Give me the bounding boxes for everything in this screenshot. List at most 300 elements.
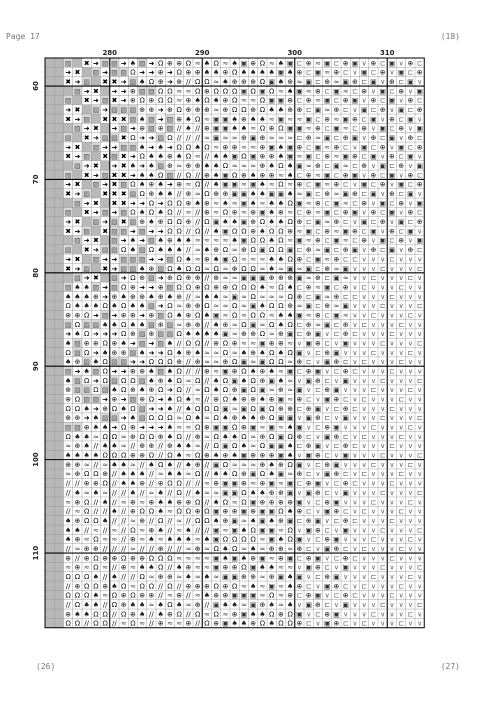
stitch-symbol: //: [186, 134, 191, 143]
stitch-symbol: ▣: [314, 180, 322, 189]
stitch-symbol: ∨: [361, 526, 367, 535]
stitch-symbol: ⊏: [305, 218, 312, 227]
stitch-symbol: Ω: [102, 302, 108, 311]
stitch-symbol: ▣: [240, 451, 248, 460]
stitch-symbol: ⊕: [296, 619, 303, 628]
stitch-symbol: ∨: [361, 171, 367, 180]
stitch-symbol: //: [93, 442, 99, 451]
stitch-symbol: ♠: [286, 87, 294, 96]
stitch-symbol: ⊏: [342, 143, 349, 152]
stitch-symbol: ▣: [222, 180, 229, 189]
stitch-symbol: ♠: [185, 442, 192, 451]
stitch-symbol: ⊕: [305, 320, 312, 329]
stitch-symbol: ⊏: [296, 554, 303, 563]
stitch-symbol: ▣: [222, 404, 229, 413]
stitch-symbol: ♠: [175, 601, 183, 610]
stitch-symbol: ➜: [83, 124, 90, 133]
stitch-symbol: ≈: [176, 619, 183, 628]
stitch-symbol: ♠: [185, 535, 192, 544]
stitch-cell: [54, 506, 63, 515]
stitch-symbol: Ω: [65, 619, 71, 628]
stitch-symbol: Ω: [250, 283, 256, 292]
stitch-symbol: ⊕: [203, 582, 210, 591]
stitch-symbol: Ω: [148, 414, 155, 423]
stitch-symbol: Ω: [259, 105, 266, 114]
stitch-symbol: ⊕: [250, 77, 257, 86]
stitch-symbol: ➜: [148, 404, 155, 413]
stitch-cell: [45, 338, 54, 347]
stitch-symbol: Ω: [204, 507, 210, 516]
stitch-symbol: ≈: [222, 264, 229, 273]
stitch-symbol: Ω: [139, 96, 145, 105]
stitch-symbol: ♠: [277, 376, 285, 385]
stitch-symbol: ∨: [389, 619, 395, 628]
stitch-symbol: ≈: [231, 498, 238, 507]
stitch-symbol: ∨: [370, 376, 376, 385]
stitch-symbol: ∨: [361, 442, 367, 451]
stitch-symbol: ∨: [306, 535, 312, 544]
stitch-symbol: ∨: [315, 619, 321, 628]
stitch-symbol: ▣: [342, 77, 349, 86]
stitch-cell: [45, 609, 54, 618]
stitch-symbol: Ω: [139, 572, 145, 581]
stitch-symbol: ⊏: [296, 442, 303, 451]
stitch-symbol: ⊕: [314, 376, 321, 385]
stitch-symbol: ♠: [249, 544, 257, 553]
stitch-symbol: Ω: [139, 507, 145, 516]
stitch-symbol: ⊏: [305, 395, 312, 404]
stitch-symbol: ⊏: [314, 535, 321, 544]
stitch-symbol: ♠: [277, 535, 285, 544]
stitch-symbol: ∨: [407, 432, 413, 441]
stitch-symbol: ∨: [389, 414, 395, 423]
stitch-symbol: //: [112, 479, 117, 488]
stitch-symbol: ∨: [361, 460, 367, 469]
stitch-symbol: ≈: [342, 199, 349, 208]
stitch-symbol: ♠: [129, 236, 137, 245]
stitch-symbol: ⊕: [277, 208, 284, 217]
stitch-symbol: ⊕: [305, 171, 312, 180]
stitch-symbol: ▣: [259, 358, 266, 367]
stitch-symbol: ≈: [222, 302, 229, 311]
stitch-symbol: ∨: [389, 498, 395, 507]
stitch-cell: [45, 123, 54, 132]
stitch-symbol: ≈: [176, 572, 183, 581]
stitch-symbol: ⊕: [287, 591, 294, 600]
stitch-symbol: ∨: [324, 591, 330, 600]
stitch-cell: [45, 58, 54, 67]
stitch-symbol: //: [84, 526, 89, 535]
stitch-symbol: ▣: [231, 479, 238, 488]
stitch-symbol: ⊏: [305, 180, 312, 189]
stitch-symbol: ▣: [323, 358, 331, 367]
stitch-symbol: ⊕: [250, 208, 257, 217]
stitch-symbol: ⊏: [351, 479, 358, 488]
stitch-symbol: ♠: [166, 246, 174, 255]
stitch-symbol: Ω: [241, 367, 247, 376]
stitch-symbol: ➜: [120, 367, 127, 376]
stitch-symbol: ✖: [74, 105, 81, 114]
stitch-symbol: ∨: [361, 274, 367, 283]
stitch-symbol: ≈: [277, 601, 284, 610]
stitch-symbol: ♠: [129, 414, 137, 423]
stitch-symbol: ∨: [398, 451, 404, 460]
stitch-symbol: ≈: [324, 105, 331, 114]
stitch-cell: [45, 618, 54, 627]
stitch-symbol: ▣: [259, 516, 266, 525]
stitch-symbol: Ω: [167, 311, 173, 320]
stitch-symbol: ♠: [259, 68, 266, 77]
stitch-symbol: ∨: [352, 601, 358, 610]
stitch-symbol: ≈: [324, 180, 331, 189]
stitch-symbol: Ω: [176, 367, 182, 376]
stitch-symbol: ⊏: [351, 367, 358, 376]
stitch-symbol: ⊏: [305, 544, 312, 553]
stitch-symbol: ♠: [83, 610, 90, 619]
stitch-symbol: ⊕: [388, 77, 395, 86]
stitch-cell: [45, 273, 54, 282]
stitch-symbol: ▣: [296, 274, 303, 283]
stitch-symbol: Ω: [176, 610, 182, 619]
stitch-symbol: ⊕: [351, 227, 358, 236]
stitch-symbol: ⊕: [176, 292, 183, 301]
stitch-symbol: ➜: [139, 283, 146, 292]
stitch-symbol: ∨: [370, 526, 376, 535]
stitch-symbol: ∨: [352, 451, 358, 460]
stitch-symbol: ⊕: [268, 339, 275, 348]
stitch-symbol: ⊏: [324, 488, 331, 497]
stitch-symbol: ▨: [111, 246, 118, 255]
stitch-cell: [73, 207, 82, 216]
stitch-symbol: ▣: [342, 414, 349, 423]
stitch-symbol: Ω: [241, 563, 247, 572]
stitch-symbol: ∨: [398, 208, 404, 217]
stitch-symbol: ➜: [166, 386, 173, 395]
stitch-symbol: ⊕: [157, 68, 164, 77]
stitch-symbol: Ω: [194, 87, 201, 96]
stitch-symbol: ♠: [64, 516, 72, 525]
stitch-symbol: ▨: [111, 105, 118, 114]
stitch-symbol: ⊏: [342, 218, 349, 227]
stitch-symbol: ▣: [231, 190, 238, 199]
stitch-symbol: ∨: [417, 423, 423, 432]
stitch-symbol: ≈: [314, 59, 321, 68]
stitch-symbol: ∨: [417, 348, 423, 357]
stitch-symbol: ▨: [83, 152, 90, 161]
stitch-symbol: ∨: [380, 152, 386, 161]
stitch-symbol: ⊕: [287, 302, 294, 311]
stitch-symbol: ≈: [342, 311, 349, 320]
stitch-symbol: ⊕: [213, 339, 220, 348]
stitch-symbol: ⊏: [416, 451, 423, 460]
stitch-symbol: ∨: [380, 619, 386, 628]
stitch-symbol: ≈: [342, 274, 349, 283]
stitch-symbol: ⊏: [314, 302, 321, 311]
stitch-symbol: ≈: [185, 554, 192, 563]
stitch-symbol: ⊕: [333, 544, 340, 553]
stitch-symbol: ⊕: [129, 451, 136, 460]
stitch-cell: [54, 282, 63, 291]
stitch-symbol: ⊏: [305, 255, 312, 264]
stitch-cell: [91, 263, 100, 272]
stitch-symbol: Ω: [250, 246, 256, 255]
stitch-symbol: Ω: [65, 591, 71, 600]
stitch-symbol: //: [102, 572, 108, 581]
stitch-symbol: ⊏: [296, 208, 303, 217]
stitch-symbol: ▨: [83, 320, 90, 329]
stitch-symbol: ⊕: [102, 554, 109, 563]
stitch-symbol: //: [204, 442, 210, 451]
stitch-symbol: ⊕: [259, 143, 266, 152]
stitch-symbol: ▣: [268, 526, 275, 535]
stitch-symbol: ≈: [222, 59, 229, 68]
stitch-symbol: ⊏: [333, 516, 340, 525]
stitch-symbol: ≈: [129, 582, 136, 591]
stitch-symbol: ⊕: [65, 311, 72, 320]
stitch-symbol: ⊕: [250, 507, 257, 516]
stitch-symbol: Ω: [157, 96, 164, 105]
stitch-symbol: Ω: [194, 180, 201, 189]
stitch-symbol: ⊕: [148, 311, 155, 320]
stitch-symbol: ♠: [268, 105, 275, 114]
page-ref-bottom-right: (27): [440, 662, 460, 671]
stitch-symbol: //: [112, 563, 117, 572]
stitch-symbol: ➜: [148, 134, 155, 143]
stitch-symbol: ▣: [212, 507, 220, 516]
stitch-symbol: ▣: [342, 339, 349, 348]
stitch-symbol: ≈: [83, 460, 90, 469]
stitch-symbol: ∨: [380, 591, 386, 600]
stitch-symbol: ♠: [138, 143, 146, 152]
stitch-symbol: ➜: [102, 283, 109, 292]
stitch-symbol: ▨: [101, 96, 109, 105]
stitch-symbol: Ω: [268, 404, 275, 413]
stitch-symbol: ⊕: [324, 498, 331, 507]
stitch-symbol: ▣: [305, 115, 312, 124]
stitch-symbol: ∨: [417, 404, 423, 413]
stitch-symbol: ♠: [212, 470, 220, 479]
stitch-symbol: ∨: [352, 423, 358, 432]
stitch-symbol: ≈: [277, 591, 284, 600]
stitch-cell: [54, 95, 63, 104]
stitch-symbol: ⊕: [203, 423, 210, 432]
stitch-symbol: ▣: [360, 105, 368, 114]
stitch-symbol: ▣: [305, 77, 312, 86]
stitch-symbol: ♠: [138, 171, 146, 180]
stitch-symbol: ▨: [157, 311, 164, 320]
stitch-symbol: ≈: [324, 218, 331, 227]
stitch-cell: [45, 292, 54, 301]
stitch-cell: [54, 469, 63, 478]
stitch-symbol: Ω: [185, 283, 192, 292]
stitch-symbol: ≈: [194, 535, 201, 544]
stitch-symbol: ▣: [296, 535, 303, 544]
stitch-symbol: Ω: [287, 460, 293, 469]
stitch-symbol: ♠: [138, 302, 146, 311]
stitch-symbol: ➜: [74, 367, 81, 376]
stitch-symbol: ▨: [138, 255, 146, 264]
stitch-symbol: ♠: [138, 180, 146, 189]
stitch-symbol: ⊕: [305, 59, 312, 68]
stitch-symbol: ♠: [166, 339, 174, 348]
stitch-symbol: ⊏: [388, 554, 395, 563]
stitch-symbol: ∨: [389, 386, 395, 395]
stitch-symbol: ♠: [64, 526, 72, 535]
stitch-symbol: Ω: [93, 610, 99, 619]
stitch-symbol: ≈: [194, 255, 201, 264]
stitch-symbol: ⊕: [231, 507, 238, 516]
stitch-symbol: Ω: [83, 330, 90, 339]
stitch-symbol: ⊕: [277, 554, 284, 563]
stitch-symbol: Ω: [268, 591, 275, 600]
stitch-symbol: Ω: [204, 386, 210, 395]
stitch-symbol: ▣: [231, 591, 238, 600]
stitch-symbol: Ω: [222, 348, 229, 357]
stitch-symbol: //: [112, 488, 117, 497]
stitch-symbol: ∨: [352, 264, 358, 273]
stitch-symbol: //: [195, 208, 200, 217]
stitch-symbol: Ω: [167, 601, 173, 610]
stitch-symbol: ♠: [212, 227, 220, 236]
stitch-symbol: ▣: [240, 236, 248, 245]
stitch-symbol: ≈: [277, 479, 284, 488]
stitch-symbol: ▨: [129, 143, 137, 152]
stitch-symbol: Ω: [259, 124, 266, 133]
stitch-symbol: Ω: [130, 404, 136, 413]
stitch-symbol: ▨: [120, 358, 127, 367]
stitch-symbol: Ω: [83, 498, 90, 507]
stitch-symbol: ⊕: [213, 246, 220, 255]
stitch-symbol: //: [112, 470, 117, 479]
stitch-symbol: ⊕: [176, 77, 183, 86]
stitch-symbol: ▨: [138, 227, 146, 236]
stitch-symbol: ⊕: [222, 591, 229, 600]
stitch-symbol: ⊕: [194, 162, 201, 171]
stitch-symbol: ♠: [64, 451, 72, 460]
stitch-symbol: ♠: [212, 330, 220, 339]
stitch-symbol: ≈: [203, 610, 210, 619]
stitch-symbol: ∨: [306, 348, 312, 357]
stitch-symbol: ▨: [92, 320, 100, 329]
stitch-symbol: ♠: [231, 236, 238, 245]
stitch-symbol: ⊏: [351, 591, 358, 600]
stitch-symbol: Ω: [130, 591, 136, 600]
stitch-symbol: ⊏: [370, 143, 377, 152]
stitch-symbol: ♠: [268, 236, 275, 245]
stitch-symbol: ▣: [268, 143, 275, 152]
stitch-symbol: ⊕: [194, 68, 201, 77]
stitch-symbol: ▨: [166, 115, 174, 124]
stitch-symbol: ⊕: [305, 591, 312, 600]
stitch-cell: [54, 525, 63, 534]
stitch-symbol: ⊏: [379, 171, 386, 180]
stitch-symbol: ▨: [129, 255, 137, 264]
stitch-symbol: ▣: [314, 367, 322, 376]
stitch-symbol: Ω: [278, 227, 284, 236]
stitch-symbol: ≈: [203, 479, 210, 488]
stitch-symbol: ⊕: [314, 339, 321, 348]
stitch-symbol: ∨: [352, 180, 358, 189]
stitch-symbol: ⊏: [324, 274, 331, 283]
stitch-symbol: ▨: [74, 348, 81, 357]
stitch-cell: [54, 179, 63, 188]
stitch-cell: [45, 86, 54, 95]
stitch-symbol: ≈: [120, 619, 127, 628]
stitch-symbol: ▣: [360, 68, 368, 77]
stitch-symbol: ⊕: [139, 554, 146, 563]
stitch-symbol: ⊏: [314, 498, 321, 507]
stitch-symbol: ▣: [388, 246, 396, 255]
stitch-symbol: ▣: [379, 236, 386, 245]
stitch-symbol: ♠: [212, 320, 220, 329]
stitch-symbol: ∨: [389, 218, 395, 227]
stitch-symbol: ➜: [92, 348, 99, 357]
stitch-symbol: ∨: [417, 311, 423, 320]
stitch-symbol: ∨: [380, 292, 386, 301]
stitch-symbol: ∨: [315, 582, 321, 591]
stitch-symbol: ▣: [314, 68, 322, 77]
stitch-symbol: ▣: [333, 162, 340, 171]
stitch-symbol: ∨: [417, 283, 423, 292]
stitch-symbol: ⊏: [398, 432, 405, 441]
stitch-symbol: ♠: [101, 320, 109, 329]
stitch-symbol: ▣: [342, 227, 349, 236]
stitch-symbol: ✖: [92, 162, 99, 171]
stitch-symbol: ∨: [361, 348, 367, 357]
stitch-symbol: ⊏: [407, 311, 414, 320]
stitch-symbol: ∨: [352, 68, 358, 77]
stitch-symbol: ∨: [361, 498, 367, 507]
stitch-cell: [45, 422, 54, 431]
stitch-symbol: ⊏: [388, 255, 395, 264]
stitch-symbol: Ω: [268, 348, 275, 357]
stitch-symbol: ♠: [277, 255, 285, 264]
stitch-symbol: ≈: [203, 563, 210, 572]
stitch-symbol: ▣: [397, 143, 405, 152]
stitch-symbol: ▣: [222, 124, 229, 133]
stitch-symbol: Ω: [278, 246, 284, 255]
row-label: 100: [32, 452, 40, 467]
stitch-symbol: ▣: [323, 507, 331, 516]
stitch-symbol: ⊕: [148, 526, 155, 535]
stitch-symbol: ∨: [407, 544, 413, 553]
stitch-symbol: Ω: [287, 619, 293, 628]
stitch-symbol: ▣: [314, 292, 322, 301]
stitch-symbol: ▣: [240, 610, 248, 619]
stitch-symbol: ⊏: [324, 601, 331, 610]
stitch-symbol: ▣: [342, 152, 349, 161]
stitch-symbol: ∨: [407, 470, 413, 479]
stitch-symbol: Ω: [65, 572, 71, 581]
stitch-symbol: ⊕: [277, 460, 284, 469]
stitch-symbol: ⊏: [333, 442, 340, 451]
stitch-symbol: ≈: [287, 134, 294, 143]
stitch-symbol: ✖: [65, 227, 72, 236]
stitch-symbol: ⊕: [324, 423, 331, 432]
stitch-symbol: Ω: [231, 544, 238, 553]
stitch-symbol: ⊕: [333, 255, 340, 264]
stitch-symbol: ≈: [287, 563, 294, 572]
stitch-symbol: ≈: [176, 526, 183, 535]
stitch-symbol: ♠: [92, 572, 100, 581]
stitch-symbol: ≈: [194, 554, 201, 563]
stitch-symbol: ≈: [287, 236, 294, 245]
stitch-symbol: ∨: [361, 246, 367, 255]
stitch-symbol: ⊕: [398, 124, 405, 133]
stitch-symbol: ➜: [148, 283, 155, 292]
stitch-symbol: ▣: [397, 218, 405, 227]
stitch-symbol: ♠: [92, 488, 100, 497]
